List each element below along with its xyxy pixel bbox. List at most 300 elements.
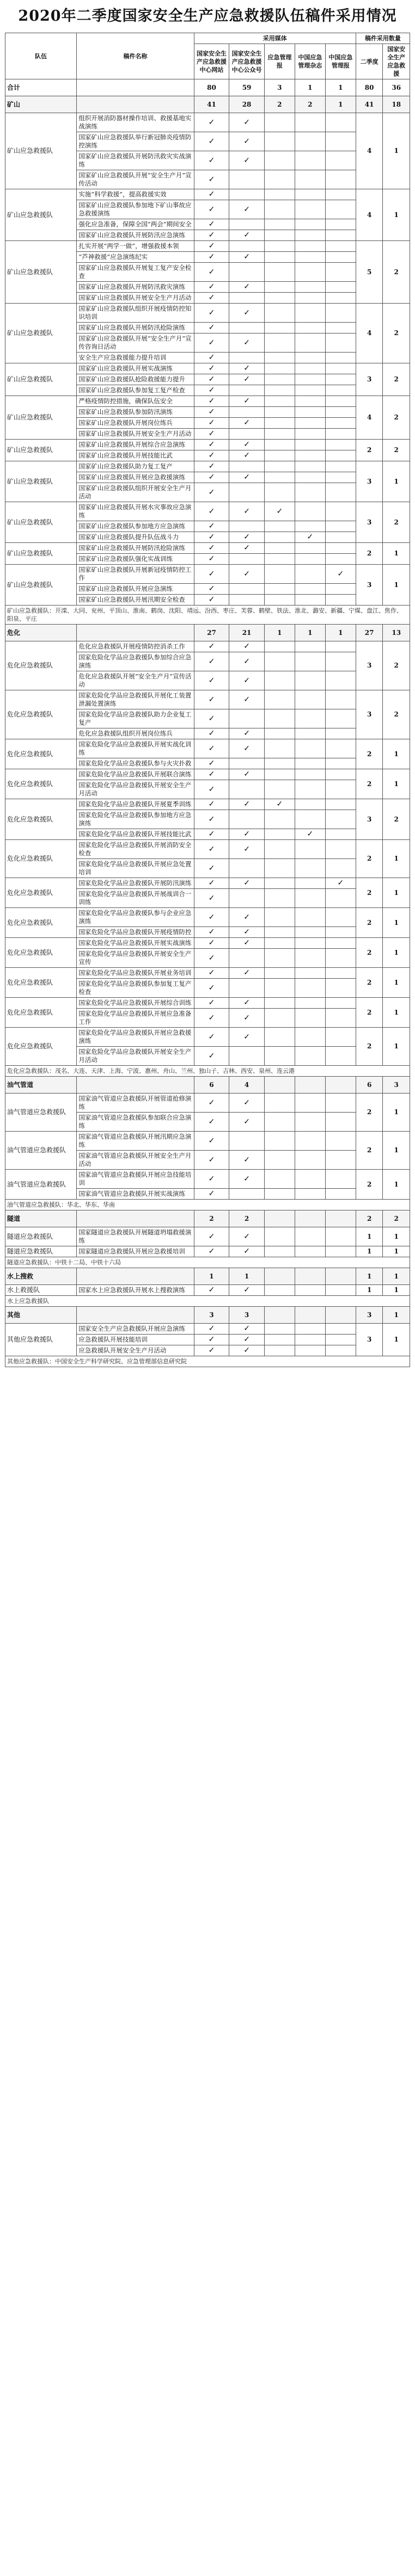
article-title: 国家矿山应急救援队参加地方应急演练 (77, 521, 194, 532)
media-check: ✓ (229, 1285, 265, 1296)
team-adopted: 1 (383, 998, 410, 1028)
media-check (295, 998, 325, 1009)
team-adopted: 2 (383, 799, 410, 840)
media-check: ✓ (194, 230, 229, 241)
team-adopted: 1 (383, 908, 410, 938)
media-check: ✓ (194, 780, 229, 799)
media-check (295, 671, 325, 690)
row-name (77, 625, 194, 641)
table-row (5, 113, 410, 132)
article-title: 国家危险化学品应急救援队开展消防安全检查 (77, 840, 194, 859)
media-check: ✓ (194, 483, 229, 502)
media-check (325, 450, 356, 461)
media-check (264, 1094, 295, 1113)
media-check: ✓ (194, 333, 229, 353)
media-check (295, 170, 325, 189)
team-total: 2 (356, 543, 383, 565)
media-check (325, 758, 356, 769)
media-check (295, 840, 325, 859)
header-group-count: 稿件采用数量 (356, 33, 410, 44)
media-check: ✓ (229, 450, 265, 461)
article-title: 国家矿山应急救援队开展汛期安全检查 (77, 595, 194, 606)
media-check: ✓ (229, 502, 265, 521)
media-check: ✓ (194, 532, 229, 543)
media-check (229, 780, 265, 799)
media-check (295, 1189, 325, 1200)
team-total: 2 (356, 998, 383, 1028)
media-check (325, 739, 356, 758)
media-check (325, 927, 356, 938)
media-check (264, 113, 295, 132)
table-row (5, 565, 410, 584)
article-title: 扎实开展“两学一做”，增强救援本领 (77, 241, 194, 252)
article-title: 国家危险化学品应急救援队开展夏季训练 (77, 799, 194, 810)
row-name (77, 79, 194, 96)
note-row (5, 1356, 410, 1367)
media-check: ✓ (194, 200, 229, 219)
count-cell: 1 (356, 1268, 383, 1285)
article-title: 国家危险化学品应急救援队开展综合训练 (77, 998, 194, 1009)
media-check: ✓ (194, 323, 229, 333)
article-title: 国家危险化学品应急救援队开展化工装置泄漏处置演练 (77, 690, 194, 709)
team-name: 危化应急救援队 (5, 938, 77, 968)
media-check (325, 543, 356, 554)
media-check (264, 728, 295, 739)
media-check: ✓ (194, 1345, 229, 1356)
media-check (264, 878, 295, 889)
media-check (325, 241, 356, 252)
article-title: 国家安全生产应急救援队开展应急演练 (77, 1324, 194, 1335)
media-check (264, 968, 295, 979)
media-check: ✓ (194, 293, 229, 304)
media-check (264, 170, 295, 189)
article-title: 国家矿山应急救援队开展复工复产安全检查 (77, 263, 194, 282)
media-check (229, 595, 265, 606)
media-check (229, 709, 265, 728)
media-check: ✓ (194, 979, 229, 998)
count-cell: 18 (383, 96, 410, 113)
media-check (264, 353, 295, 363)
media-check: ✓ (229, 799, 265, 810)
media-check: ✓ (194, 263, 229, 282)
article-title: 国家危险化学品应急救援队开展防汛演练 (77, 878, 194, 889)
team-total: 3 (356, 363, 383, 396)
team-total: 4 (356, 113, 383, 189)
media-check (325, 252, 356, 263)
media-check (325, 170, 356, 189)
media-check (264, 1151, 295, 1170)
media-check: ✓ (194, 709, 229, 728)
media-check (264, 230, 295, 241)
media-check: ✓ (194, 938, 229, 949)
media-check (229, 461, 265, 472)
count-cell: 2 (356, 1210, 383, 1227)
count-cell: 59 (229, 79, 265, 96)
count-cell: 28 (229, 96, 265, 113)
team-name: 危化应急救援队 (5, 799, 77, 840)
article-title: 国家矿山应急救援队抢险救援能力提升 (77, 374, 194, 385)
media-check (295, 1285, 325, 1296)
media-check (295, 758, 325, 769)
article-title: 国家矿山应急救援队开展“安全生产月”宣传活动 (77, 170, 194, 189)
team-total: 2 (356, 1028, 383, 1066)
media-check: ✓ (229, 998, 265, 1009)
team-adopted: 2 (383, 363, 410, 396)
media-check: ✓ (194, 565, 229, 584)
media-check (264, 1009, 295, 1028)
media-check (264, 407, 295, 418)
table-row (5, 304, 410, 323)
media-check (264, 132, 295, 151)
media-check: ✓ (194, 1324, 229, 1335)
header-col-e: 中国应急管理报 (325, 44, 356, 79)
article-title: 国家矿山应急救援队开展“安全生产月”宣传咨询日活动 (77, 333, 194, 353)
media-check (295, 219, 325, 230)
team-list-note: 水上应急救援队 (5, 1296, 410, 1307)
article-title: 国家油气管道应急救援队开展安全生产月活动 (77, 1151, 194, 1170)
media-check (264, 1285, 295, 1296)
media-check (264, 690, 295, 709)
media-check: ✓ (194, 671, 229, 690)
media-check (264, 252, 295, 263)
team-total: 2 (356, 769, 383, 799)
count-cell: 1 (295, 625, 325, 641)
media-check (325, 385, 356, 396)
media-check (325, 1151, 356, 1170)
media-check (325, 968, 356, 979)
media-check (295, 799, 325, 810)
media-check (264, 323, 295, 333)
table-row (5, 396, 410, 407)
media-check (325, 769, 356, 780)
article-title: 国家危险化学品应急救援队参与火灾扑救 (77, 758, 194, 769)
media-check: ✓ (194, 1189, 229, 1200)
media-check: ✓ (194, 758, 229, 769)
media-check (325, 219, 356, 230)
media-check (295, 584, 325, 595)
media-check: ✓ (229, 1345, 265, 1356)
team-adopted: 1 (383, 840, 410, 878)
team-adopted: 1 (383, 878, 410, 908)
media-check (264, 938, 295, 949)
media-check: ✓ (194, 450, 229, 461)
media-check: ✓ (194, 949, 229, 968)
media-check (295, 1151, 325, 1170)
media-check: ✓ (229, 333, 265, 353)
count-cell (264, 1077, 295, 1094)
media-check (229, 263, 265, 282)
media-check (229, 1189, 265, 1200)
table-row (5, 461, 410, 472)
article-title: 国家矿山应急救援队开展岗位练兵 (77, 418, 194, 429)
category-row (5, 625, 410, 641)
article-title: 组织开展消防器材操作培训、救援基地实战演练 (77, 113, 194, 132)
article-title: 国家油气管道应急救援队开展实战演练 (77, 1189, 194, 1200)
row-unit: 油气管道 (5, 1077, 77, 1094)
media-check (229, 170, 265, 189)
media-check (295, 1094, 325, 1113)
media-check (264, 889, 295, 908)
media-check: ✓ (194, 554, 229, 565)
media-check (229, 241, 265, 252)
media-check: ✓ (194, 641, 229, 652)
team-total: 2 (356, 739, 383, 769)
media-check (325, 1132, 356, 1151)
count-cell (264, 1307, 295, 1324)
team-adopted: 2 (383, 241, 410, 304)
media-check (264, 1132, 295, 1151)
team-adopted: 2 (383, 396, 410, 440)
note-row (5, 1257, 410, 1268)
media-check: ✓ (194, 739, 229, 758)
media-check (264, 363, 295, 374)
team-name: 矿山应急救援队 (5, 396, 77, 440)
media-check (325, 1028, 356, 1047)
team-total: 4 (356, 396, 383, 440)
table-row (5, 840, 410, 859)
media-check (325, 1285, 356, 1296)
media-check (264, 652, 295, 671)
row-name (77, 1307, 194, 1324)
media-check (295, 1113, 325, 1132)
table-row (5, 968, 410, 979)
report-table (5, 33, 410, 1367)
count-cell: 1 (383, 1268, 410, 1285)
team-name: 危化应急救援队 (5, 769, 77, 799)
count-cell: 36 (383, 79, 410, 96)
media-check: ✓ (229, 440, 265, 450)
table-row (5, 1227, 410, 1246)
media-check (264, 219, 295, 230)
article-title: 国家油气管道应急救援队开展应急技能培训 (77, 1170, 194, 1189)
team-total: 1 (356, 1227, 383, 1246)
media-check (295, 1047, 325, 1066)
media-check (229, 1047, 265, 1066)
note-row (5, 606, 410, 625)
team-name: 危化应急救援队 (5, 690, 77, 739)
team-total: 4 (356, 189, 383, 241)
team-name: 矿山应急救援队 (5, 363, 77, 396)
team-total: 2 (356, 938, 383, 968)
media-check: ✓ (229, 565, 265, 584)
article-title: 国家危险化学品应急救援队开展安全生产月活动 (77, 780, 194, 799)
media-check: ✓ (194, 595, 229, 606)
table-row (5, 1170, 410, 1189)
total-row (5, 79, 410, 96)
media-check (264, 840, 295, 859)
header-col-d: 中国应急管理杂志 (295, 44, 325, 79)
media-check (295, 483, 325, 502)
media-check (264, 282, 295, 293)
team-list-note: 矿山应急救援队：开滦、大同、兖州、平顶山、淮南、鹤岗、沈阳、靖远、汾西、枣庄、芙蓉、鹤壁、铁法、淮北、潞安、新疆、宁煤、盘江、焦作、阳泉、平庄 (5, 606, 410, 625)
media-check: ✓ (194, 652, 229, 671)
team-name: 危化应急救援队 (5, 1028, 77, 1066)
team-adopted: 1 (383, 543, 410, 565)
media-check: ✓ (194, 1227, 229, 1246)
media-check (295, 1324, 325, 1335)
media-check (295, 938, 325, 949)
media-check: ✓ (194, 1335, 229, 1345)
team-name: 危化应急救援队 (5, 998, 77, 1028)
count-cell (264, 1268, 295, 1285)
media-check: ✓ (194, 189, 229, 200)
team-adopted: 1 (383, 1028, 410, 1066)
media-check (264, 595, 295, 606)
category-row (5, 1307, 410, 1324)
team-name: 危化应急救援队 (5, 968, 77, 998)
media-check (325, 532, 356, 543)
media-check: ✓ (194, 353, 229, 363)
article-title: 国家危险化学品应急救援队开展应急处置培训 (77, 859, 194, 878)
team-name: 矿山应急救援队 (5, 565, 77, 606)
count-cell (325, 1210, 356, 1227)
media-check (229, 1132, 265, 1151)
media-check: ✓ (194, 113, 229, 132)
article-title: 国家危险化学品应急救援队开展实战演练 (77, 938, 194, 949)
media-check (295, 565, 325, 584)
article-title: 应急救援队开展技能培训 (77, 1335, 194, 1345)
team-adopted: 1 (383, 1094, 410, 1132)
media-check (264, 758, 295, 769)
media-check (325, 938, 356, 949)
media-check: ✓ (194, 461, 229, 472)
media-check (264, 1324, 295, 1335)
media-check: ✓ (229, 878, 265, 889)
article-title: 国家矿山应急救援队开展综合应急演练 (77, 440, 194, 450)
team-adopted: 1 (383, 1246, 410, 1257)
article-title: 国家矿山应急救援队开展实战演练 (77, 363, 194, 374)
media-check (295, 690, 325, 709)
media-check (295, 1335, 325, 1345)
media-check: ✓ (229, 363, 265, 374)
table-row (5, 1285, 410, 1296)
media-check: ✓ (229, 1028, 265, 1047)
media-check (295, 189, 325, 200)
media-check: ✓ (229, 1227, 265, 1246)
media-check: ✓ (194, 968, 229, 979)
media-check (325, 502, 356, 521)
media-check (295, 1132, 325, 1151)
media-check (325, 859, 356, 878)
table-row (5, 502, 410, 521)
media-check (264, 709, 295, 728)
media-check (325, 829, 356, 840)
count-cell: 27 (356, 625, 383, 641)
count-cell: 1 (325, 96, 356, 113)
count-cell: 3 (264, 79, 295, 96)
media-check (325, 263, 356, 282)
note-row (5, 1066, 410, 1077)
media-check: ✓ (194, 440, 229, 450)
table-row (5, 641, 410, 652)
header-name: 稿件名称 (77, 33, 194, 79)
row-name (77, 96, 194, 113)
media-check: ✓ (229, 1151, 265, 1170)
count-cell: 27 (194, 625, 229, 641)
article-title: 国家矿山应急救援队开展应急救援演练 (77, 472, 194, 483)
media-check: ✓ (194, 927, 229, 938)
media-check (264, 829, 295, 840)
table-row (5, 739, 410, 758)
media-check (229, 407, 265, 418)
media-check (295, 652, 325, 671)
media-check (264, 263, 295, 282)
table-row (5, 799, 410, 810)
media-check (325, 1094, 356, 1113)
article-title: 国家矿山应急救援队参加防汛演练 (77, 407, 194, 418)
team-total: 3 (356, 799, 383, 840)
media-check: ✓ (229, 927, 265, 938)
count-cell: 6 (356, 1077, 383, 1094)
media-check (325, 1227, 356, 1246)
media-check: ✓ (194, 769, 229, 780)
team-total: 2 (356, 1094, 383, 1132)
team-name: 危化应急救援队 (5, 739, 77, 769)
media-check (295, 353, 325, 363)
team-name: 矿山应急救援队 (5, 113, 77, 189)
media-check: ✓ (194, 799, 229, 810)
media-check (229, 949, 265, 968)
media-check: ✓ (229, 113, 265, 132)
count-cell: 2 (194, 1210, 229, 1227)
media-check (295, 780, 325, 799)
media-check (295, 1246, 325, 1257)
media-check (264, 949, 295, 968)
media-check (295, 241, 325, 252)
media-check: ✓ (229, 543, 265, 554)
article-title: 危化应急救援队开展疫情防控消杀工作 (77, 641, 194, 652)
media-check (325, 728, 356, 739)
media-check (295, 407, 325, 418)
media-check: ✓ (194, 252, 229, 263)
article-title: 国家矿山应急救援队提升队伍战斗力 (77, 532, 194, 543)
media-check: ✓ (194, 908, 229, 927)
media-check: ✓ (194, 472, 229, 483)
media-check (325, 189, 356, 200)
media-check (295, 461, 325, 472)
team-adopted: 1 (383, 968, 410, 998)
media-check (325, 1246, 356, 1257)
media-check: ✓ (194, 1113, 229, 1132)
media-check: ✓ (229, 132, 265, 151)
report-body (5, 79, 410, 1367)
team-name: 其他应急救援队 (5, 1324, 77, 1356)
media-check (325, 908, 356, 927)
team-adopted: 1 (383, 113, 410, 189)
media-check (264, 521, 295, 532)
media-check: ✓ (194, 878, 229, 889)
article-title: 国家油气管道应急救援队参加联合应急演练 (77, 1113, 194, 1132)
media-check (264, 565, 295, 584)
team-name: 油气管道应急救援队 (5, 1132, 77, 1170)
media-check (325, 1335, 356, 1345)
media-check (264, 200, 295, 219)
media-check (295, 810, 325, 829)
count-cell: 4 (229, 1077, 265, 1094)
media-check (295, 440, 325, 450)
article-title: 国家矿山应急救援队开展防汛抢险演练 (77, 323, 194, 333)
media-check (325, 472, 356, 483)
media-check (295, 502, 325, 521)
count-cell (325, 1077, 356, 1094)
media-check (325, 483, 356, 502)
media-check (325, 584, 356, 595)
team-list-note: 油气管道应急救援队：华北、华东、华南 (5, 1200, 410, 1210)
media-check (325, 200, 356, 219)
article-title: 国家矿山应急救援队开展防汛救灾演练 (77, 282, 194, 293)
count-cell: 3 (194, 1307, 229, 1324)
media-check (325, 709, 356, 728)
